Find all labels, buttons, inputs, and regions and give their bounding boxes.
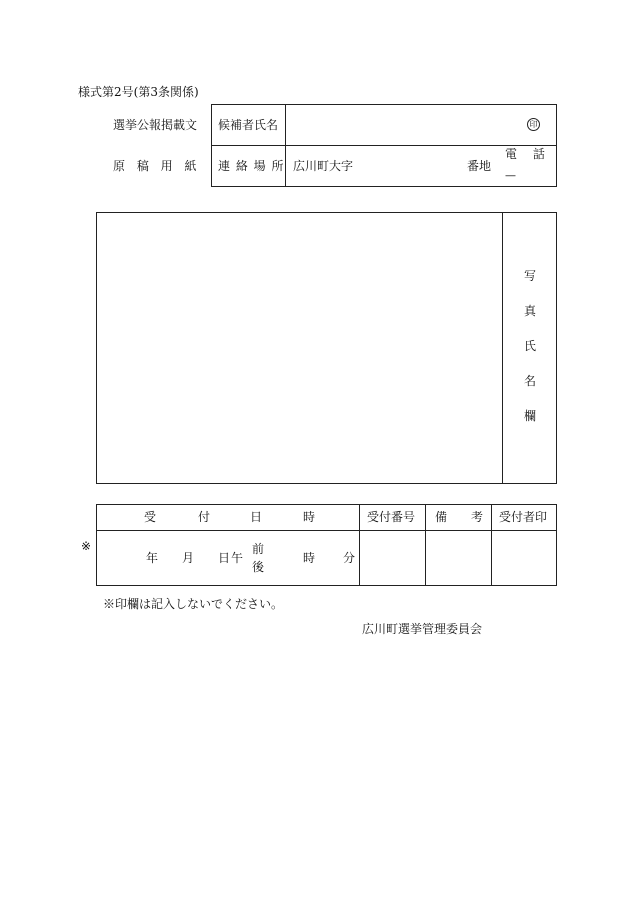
address-banchi: 番地 (467, 159, 492, 173)
month-unit: 月 (182, 551, 195, 565)
photo-name-column-label (523, 270, 537, 445)
manuscript-text-area[interactable] (100, 216, 498, 480)
address-town: 広川町大字 (293, 159, 354, 173)
reception-number-field[interactable] (361, 532, 424, 584)
photo-column-divider (502, 212, 503, 484)
candidate-name-label: 候補者氏名 (218, 118, 279, 132)
gozen-prefix: 午 (231, 551, 244, 565)
photo-column-char: 名 (523, 374, 536, 388)
phone-label: 電 話 (505, 147, 551, 161)
form-number: 様式第2号(第3条関係) (78, 85, 199, 99)
header-remarks-char: 考 (471, 510, 484, 524)
header-reception-number: 受付番号 (367, 510, 416, 524)
footer-note: ※印欄は記入しないでください。 (103, 597, 284, 611)
issuer-name: 広川町選挙管理委員会 (362, 622, 483, 636)
address-field[interactable] (357, 148, 465, 184)
photo-column-char: 写 (523, 269, 536, 283)
header-datetime-char: 日 (250, 510, 263, 524)
form-title-line2: 原 稿 用 紙 (113, 159, 201, 173)
reception-col-divider (491, 504, 492, 586)
photo-column-char: 真 (523, 304, 536, 318)
am-option: 前 (252, 542, 265, 556)
reception-col-divider (359, 504, 360, 586)
pm-option: 後 (252, 560, 265, 574)
contact-label: 連 絡 場 所 (218, 159, 285, 173)
reception-mark: ※ (81, 539, 92, 553)
header-datetime-char: 受 (144, 510, 157, 524)
seal-mark: 印 (527, 118, 540, 131)
photo-column-char: 欄 (523, 409, 536, 423)
reception-col-divider (425, 504, 426, 586)
table-divider (211, 145, 557, 146)
form-title-line1: 選挙公報掲載文 (113, 118, 198, 132)
header-datetime-char: 付 (198, 510, 211, 524)
candidate-name-field[interactable] (290, 106, 516, 143)
year-unit: 年 (146, 551, 159, 565)
photo-column-char: 氏 (523, 339, 536, 353)
hour-unit: 時 (303, 551, 316, 565)
header-datetime-char: 時 (303, 510, 316, 524)
day-unit: 日 (218, 551, 231, 565)
header-receiver-seal: 受付者印 (499, 510, 548, 524)
remarks-field[interactable] (427, 532, 490, 584)
receiver-seal-field[interactable] (493, 532, 555, 584)
reception-header-divider (96, 530, 557, 531)
header-remarks-char: 備 (435, 510, 448, 524)
table-divider (285, 104, 286, 187)
minute-unit: 分 (343, 551, 356, 565)
phone-dash: — (505, 169, 516, 182)
